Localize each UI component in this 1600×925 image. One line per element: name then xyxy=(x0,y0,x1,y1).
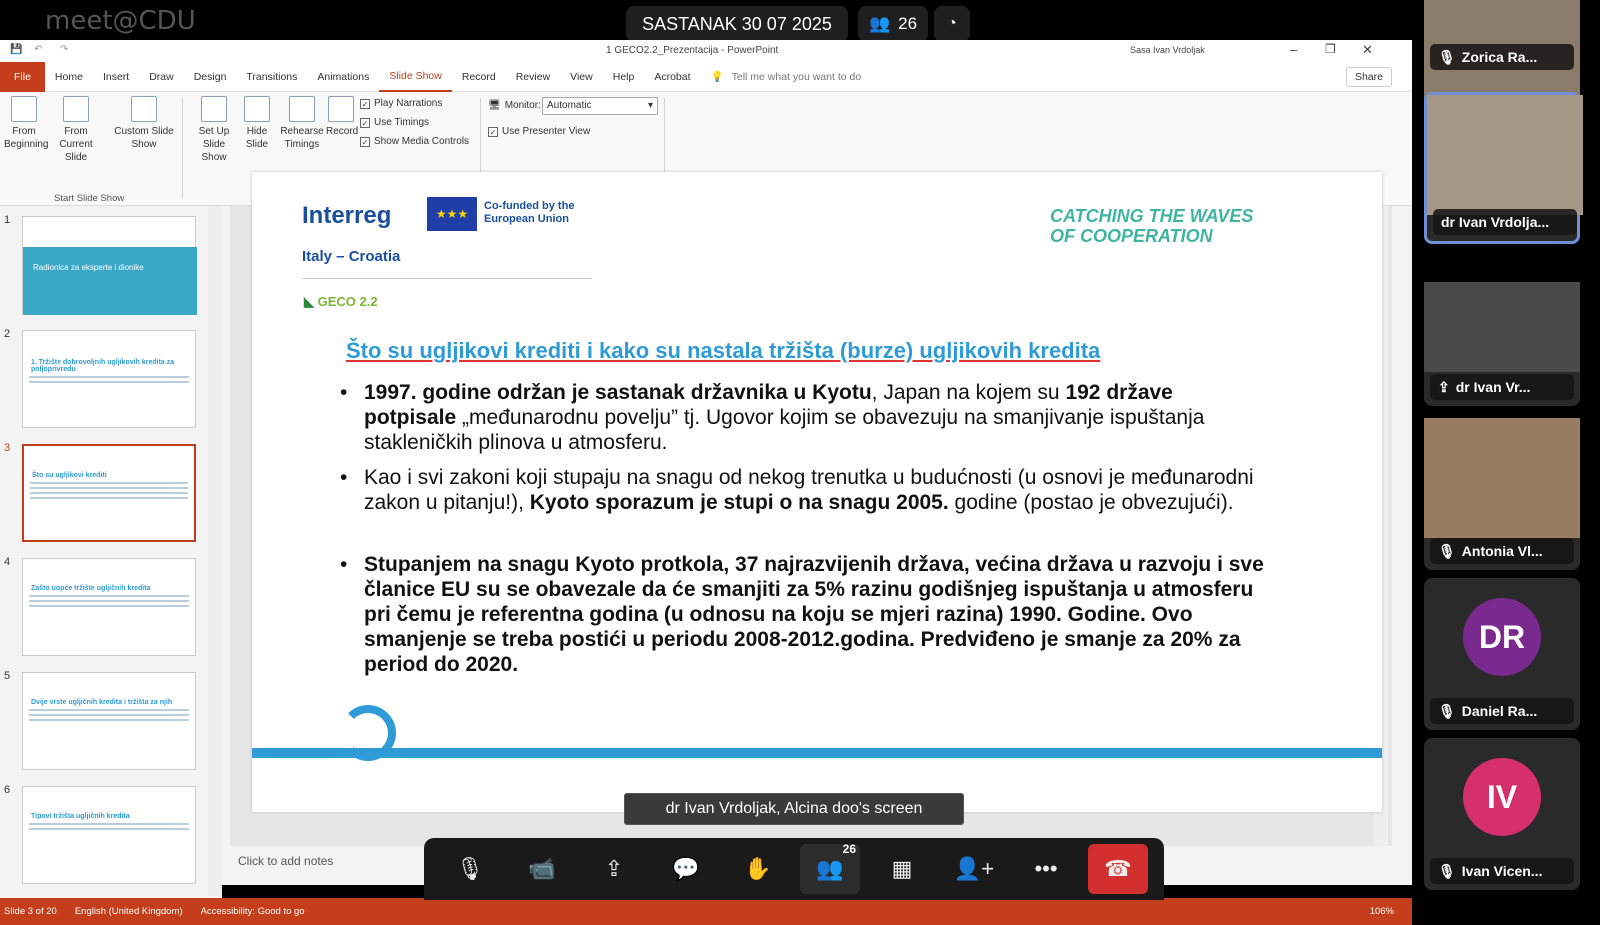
participant-name: Daniel Ra... xyxy=(1461,703,1538,719)
participants-panel-button[interactable] xyxy=(800,844,860,894)
leaf-icon: ◣ xyxy=(304,294,318,309)
bullet-1-text-b: „međunarodnu povelju” tj. Ugovor kojim se obavezuju na smanjivanje ispuštanja stakleničkih plinova u atmosferu. xyxy=(364,406,1205,454)
bullet-1 xyxy=(340,380,1270,455)
tab-animations[interactable]: Animations xyxy=(317,70,370,83)
show-media-label: Show Media Controls xyxy=(374,136,470,147)
participant-name-plate xyxy=(1430,374,1574,400)
invite-button[interactable] xyxy=(944,844,1004,894)
checkbox-icon: ✓ xyxy=(361,99,369,109)
participant-name: Ivan Vicen... xyxy=(1461,863,1543,879)
more-button[interactable] xyxy=(1016,844,1076,894)
monitor-label-text: Monitor: xyxy=(504,100,541,111)
add-person-icon: 👤+ xyxy=(953,856,995,881)
slide-thumbnail[interactable] xyxy=(22,216,196,314)
thumbnail-title: Zašto uopće tržište ugljičnih kredita xyxy=(31,585,151,592)
tell-me-search[interactable] xyxy=(701,62,872,92)
participant-name: dr Ivan Vr... xyxy=(1455,379,1531,395)
tab-slide-show[interactable]: Slide Show xyxy=(379,62,452,92)
save-icon[interactable]: 💾 xyxy=(10,44,23,55)
participant-tile[interactable] xyxy=(1424,738,1580,890)
tab-review[interactable]: Review xyxy=(515,70,551,83)
screen-share-label: dr Ivan Vrdoljak, Alcina doo's screen xyxy=(624,793,964,825)
avatar: IV xyxy=(1463,758,1541,836)
participant-name: Zorica Ra... xyxy=(1461,49,1538,65)
meeting-control-bar xyxy=(424,838,1164,900)
rehearse-label: Rehearse Timings xyxy=(280,126,324,150)
thumbnail-title: Radionica za eksperte i dionike xyxy=(33,263,144,272)
meeting-logo: meet@CDU xyxy=(45,6,196,36)
hide-slide-label: Hide Slide xyxy=(245,126,269,150)
title-bar xyxy=(0,40,1412,62)
participant-video xyxy=(1427,95,1583,215)
people-icon: 👥 xyxy=(816,856,844,881)
raise-hand-button[interactable] xyxy=(728,844,788,894)
share-screen-icon: ⇪ xyxy=(604,856,624,881)
monitor-select[interactable] xyxy=(542,97,658,115)
tab-home[interactable]: Home xyxy=(54,70,83,83)
more-icon: ••• xyxy=(1034,856,1058,881)
presenter-view-label: Use Presenter View xyxy=(502,126,591,137)
slogan-line-1: CATCHING THE WAVES xyxy=(1050,206,1254,226)
grid-icon: ▦ xyxy=(891,856,913,881)
notes-placeholder: Click to add notes xyxy=(238,854,334,868)
bullet-2-bold: Kyoto sporazum je stupi o na snagu 2005. xyxy=(529,491,949,514)
eu-flag-icon: ★★★ xyxy=(427,197,477,231)
show-media-checkbox[interactable] xyxy=(360,136,469,147)
swirl-decoration xyxy=(340,705,396,761)
layout-button[interactable] xyxy=(872,844,932,894)
ribbon-tabs xyxy=(0,62,1412,92)
use-timings-label: Use Timings xyxy=(374,117,430,128)
thumbnail-number: 6 xyxy=(4,784,11,796)
undo-icon[interactable]: ↶ xyxy=(34,44,43,55)
slide-heading: Što su ugljikovi krediti i kako su nastala tržišta (burze) ugljikovih kredita xyxy=(346,338,1101,363)
group-start-label: Start Slide Show xyxy=(54,193,125,204)
tab-acrobat[interactable]: Acrobat xyxy=(654,70,691,83)
slide-thumbnail-selected[interactable] xyxy=(22,444,196,542)
program-name: Italy – Croatia xyxy=(302,248,401,265)
monitor-value: Automatic xyxy=(547,100,592,111)
connection-quality-button[interactable] xyxy=(934,6,970,42)
thumbnail-number: 1 xyxy=(4,214,11,226)
participant-name-plate xyxy=(1433,209,1577,235)
lightbulb-icon: 💡 xyxy=(710,71,724,83)
camera-icon: 📹 xyxy=(528,856,556,881)
use-timings-checkbox[interactable] xyxy=(360,117,429,128)
thumbnail-number: 2 xyxy=(4,328,11,340)
meeting-title: SASTANAK 30 07 2025 xyxy=(626,6,848,42)
slide-thumbnail[interactable] xyxy=(22,786,196,884)
status-bar xyxy=(0,898,1412,925)
tab-record[interactable]: Record xyxy=(461,70,496,83)
bullet-2-text-b: godine (postao je obvezujući). xyxy=(948,491,1234,514)
people-icon: 👥 xyxy=(868,14,891,33)
hand-icon: ✋ xyxy=(744,856,772,881)
from-current-button[interactable] xyxy=(48,96,104,164)
monitor-icon: 🖥 xyxy=(488,100,501,111)
bullet-2-text-a: Kao i svi zakoni koji stupaju na snagu od nekog trenutka u budućnosti (u osnovi je međunarodni zakon u pitanju!), xyxy=(364,466,1254,514)
slide-thumbnail[interactable] xyxy=(22,672,196,770)
divider xyxy=(302,278,592,279)
bullet-3-text: Stupanjem na snagu Kyoto protkola, 37 najrazvijenih država, većina država u razvoju i sve članice EU su se obavezale da će smanjiti za 5% razinu godišnjeg ispuštanja u atmosferu pri čemu je referentna godina (u odnosu na koju se mjeri razina) 1990. Godine. Ovo smanjenje se treba postići u periodu 2008-2012.godina. Predviđeno je smanje za 20% za period do 2020. xyxy=(364,553,1264,676)
ribbon-separator xyxy=(182,98,183,198)
share-screen-button[interactable] xyxy=(584,844,644,894)
status-language[interactable]: English (United Kingdom) xyxy=(74,906,183,917)
share-button[interactable]: Share xyxy=(1346,67,1392,87)
slide-thumbnail-pane[interactable] xyxy=(0,206,222,898)
participant-tile[interactable] xyxy=(1424,418,1580,570)
bullet-1-text-a: , Japan na kojem su xyxy=(871,381,1066,404)
chat-button[interactable] xyxy=(656,844,716,894)
screen-share-icon: ⇪ xyxy=(1438,378,1450,395)
checkbox-icon: ✓ xyxy=(361,137,369,147)
thumbnail-number: 3 xyxy=(4,442,11,454)
participant-name-plate xyxy=(1430,44,1574,70)
tab-design[interactable]: Design xyxy=(193,70,227,83)
custom-show-icon xyxy=(131,96,157,122)
maximize-icon[interactable]: ❐ xyxy=(1325,42,1336,56)
setup-show-button[interactable] xyxy=(190,96,238,164)
participant-video xyxy=(1424,418,1580,538)
wave-decoration xyxy=(252,748,1382,758)
thumbnail-number: 5 xyxy=(4,670,11,682)
window-title: 1 GECO2.2_Prezentacija - PowerPoint xyxy=(606,45,779,56)
thumbnail-title: Tipovi tržišta ugljičnih kredita xyxy=(31,813,130,820)
bullet-dot: • xyxy=(340,553,348,576)
mic-muted-icon: 🎙 xyxy=(1438,862,1456,879)
mic-muted-icon: 🎙 xyxy=(1438,702,1456,719)
gauge-icon: ◔ xyxy=(947,15,957,32)
participant-name: Antonia Vl... xyxy=(1461,543,1543,559)
participants-button[interactable] xyxy=(858,6,928,42)
participant-tile[interactable] xyxy=(1424,0,1580,76)
from-beginning-label: From Beginning xyxy=(4,126,49,150)
bullet-dot: • xyxy=(340,466,348,489)
participant-tile[interactable] xyxy=(1424,282,1580,406)
slogan xyxy=(1050,206,1253,246)
participant-name-plate xyxy=(1430,858,1574,884)
mic-muted-icon: 🎙 xyxy=(1438,542,1456,559)
microphone-muted-icon: 🎙 xyxy=(456,856,484,881)
record-label: Record xyxy=(326,126,359,137)
bullet-1-bold-a: 1997. godine održan je sastanak državnika u Kyotu xyxy=(364,381,872,404)
microphone-button[interactable] xyxy=(440,844,500,894)
rehearse-button[interactable] xyxy=(280,96,324,151)
tab-help[interactable]: Help xyxy=(612,70,635,83)
participant-screen xyxy=(1424,282,1580,372)
interreg-logo: Interreg xyxy=(302,202,392,229)
status-accessibility[interactable]: Accessibility: Good to go xyxy=(200,906,305,917)
participant-tile[interactable] xyxy=(1424,578,1580,730)
slideshow-current-icon xyxy=(63,96,89,122)
status-zoom[interactable]: 106% xyxy=(1369,906,1394,917)
presenter-view-checkbox[interactable] xyxy=(488,126,590,137)
close-icon[interactable]: ✕ xyxy=(1362,42,1373,57)
bullet-dot: • xyxy=(340,381,348,404)
participant-name-plate xyxy=(1430,698,1574,724)
slogan-line-2: OF COOPERATION xyxy=(1050,226,1213,246)
tab-insert[interactable]: Insert xyxy=(102,70,130,83)
hang-up-icon: ☎ xyxy=(1104,856,1132,881)
setup-icon xyxy=(201,96,227,122)
hide-slide-button[interactable] xyxy=(242,96,272,151)
hide-slide-icon xyxy=(244,96,270,122)
play-narrations-checkbox[interactable] xyxy=(360,98,442,109)
setup-show-label: Set Up Slide Show xyxy=(198,126,230,163)
project-logo xyxy=(304,294,378,310)
bullet-3 xyxy=(340,552,1270,677)
checkbox-icon: ✓ xyxy=(489,127,497,137)
custom-show-label: Custom Slide Show xyxy=(114,126,174,150)
monitor-label xyxy=(488,100,541,111)
slide-thumbnail[interactable] xyxy=(22,558,196,656)
record-icon xyxy=(328,96,354,122)
leave-call-button[interactable] xyxy=(1088,844,1148,894)
checkbox-icon: ✓ xyxy=(361,118,369,128)
participant-name: dr Ivan Vrdolja... xyxy=(1441,214,1550,230)
slide-thumbnail[interactable] xyxy=(22,330,196,428)
user-name[interactable]: Sasa Ivan Vrdoljak xyxy=(1130,45,1205,55)
play-narrations-label: Play Narrations xyxy=(374,98,443,109)
thumbnail-title: Dvije vrste ugljičnih kredita i tržišta za njih xyxy=(31,699,173,706)
stopwatch-icon xyxy=(289,96,315,122)
tell-me-text: Tell me what you want to do xyxy=(731,70,862,83)
participant-tile-active[interactable] xyxy=(1424,92,1580,244)
chevron-down-icon: ▾ xyxy=(647,100,653,111)
record-button[interactable] xyxy=(326,96,359,138)
thumbnail-title: 1. Tržište dobrovoljnih ugljikovih kredita za poljoprivredu xyxy=(31,359,175,373)
minimize-icon[interactable]: – xyxy=(1290,42,1298,57)
redo-icon[interactable]: ↷ xyxy=(60,44,69,55)
thumbnail-number: 4 xyxy=(4,556,11,568)
camera-button[interactable] xyxy=(512,844,572,894)
thumbnail-scrollbar[interactable] xyxy=(208,206,222,896)
bullet-1-bold-b: 192 države potpisale xyxy=(364,381,1173,429)
from-beginning-button[interactable] xyxy=(4,96,49,151)
participant-badge: 26 xyxy=(842,842,856,856)
chat-icon: 💬 xyxy=(672,856,700,881)
tab-draw[interactable]: Draw xyxy=(149,70,174,83)
participant-count: 26 xyxy=(898,14,918,33)
participant-name-plate xyxy=(1430,538,1574,564)
mic-muted-icon: 🎙 xyxy=(1438,48,1456,65)
custom-show-button[interactable] xyxy=(112,96,176,151)
tab-view[interactable]: View xyxy=(570,70,593,83)
bullet-2 xyxy=(340,465,1270,515)
status-slide: Slide 3 of 20 xyxy=(4,906,57,917)
slideshow-start-icon xyxy=(11,96,37,122)
avatar: DR xyxy=(1463,598,1541,676)
tab-transitions[interactable]: Transitions xyxy=(246,70,298,83)
thumbnail-title: Što su ugljikovi krediti xyxy=(32,472,107,479)
cofunded-text: Co-funded by the European Union xyxy=(484,200,575,225)
from-current-label: From Current Slide xyxy=(59,126,93,163)
tab-file[interactable]: File xyxy=(0,62,45,92)
project-name: GECO 2.2 xyxy=(317,294,378,309)
